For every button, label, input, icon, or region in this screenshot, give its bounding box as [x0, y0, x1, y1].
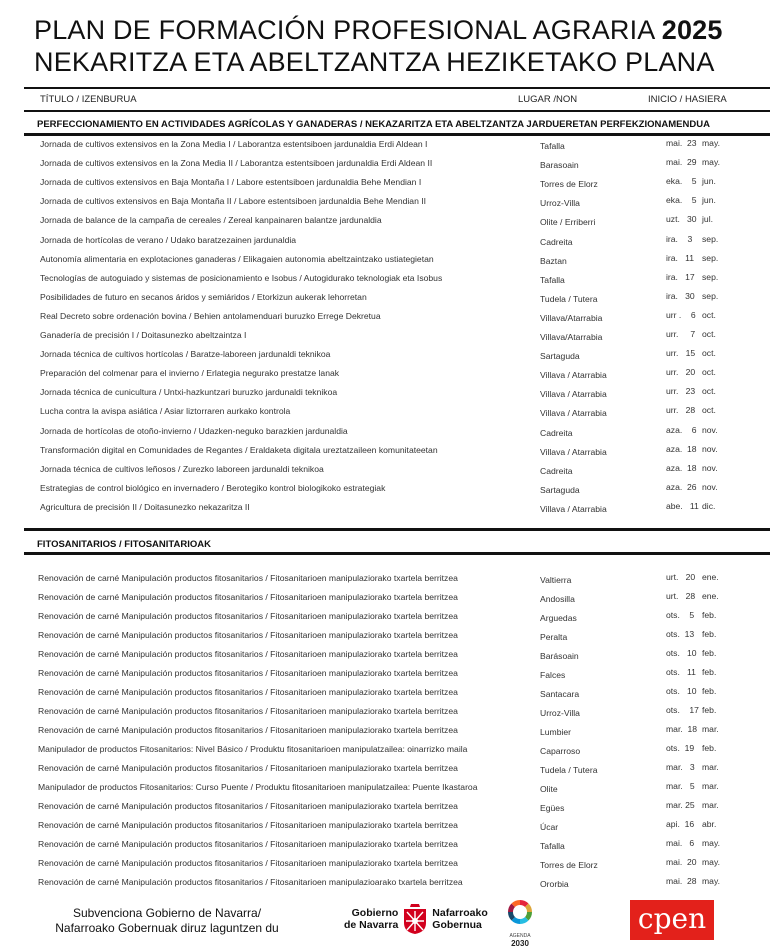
- course-title: Manipulador de productos Fitosanitarios: Nivel Básico / Produktu fitosanitarioen manipulatzailea: oinarrizko maila: [38, 744, 468, 754]
- course-day: mar. 5: [666, 781, 695, 791]
- course-title: Tecnologías de autoguiado y sistemas de posicionamiento e Isobus / Autogidurako teknologiak eta Isobus: [40, 272, 443, 283]
- agenda-2030-wheel-icon: [502, 898, 538, 928]
- course-row: [0, 798, 770, 817]
- course-place: Villava / Atarrabia: [540, 389, 607, 400]
- header-rule: [24, 87, 770, 89]
- course-row: [0, 855, 770, 874]
- course-row: [0, 289, 770, 308]
- course-title: Jornada técnica de cultivos hortícolas / Baratze-laboreen jardunaldi teknikoa: [40, 349, 331, 360]
- course-day: mar. 25: [666, 800, 695, 810]
- course-day: ots. 13: [666, 629, 695, 639]
- course-row: [0, 703, 770, 722]
- course-day: mai. 20: [666, 857, 697, 867]
- course-place: Baztan: [540, 255, 567, 266]
- course-month: sep.: [702, 233, 719, 244]
- course-place: Villava / Atarrabia: [540, 446, 607, 457]
- course-place: Sartaguda: [540, 484, 580, 495]
- course-row: [0, 817, 770, 836]
- course-month: oct.: [702, 386, 716, 397]
- course-place: Ororbia: [540, 879, 569, 889]
- course-row: [0, 741, 770, 760]
- course-month: may.: [702, 857, 720, 867]
- course-row: [0, 232, 770, 251]
- course-row: [0, 155, 770, 174]
- cpen-logo: cpen: [630, 900, 714, 940]
- course-place: Cadreita: [540, 465, 573, 476]
- course-month: may.: [702, 876, 720, 886]
- course-day: api. 16: [666, 819, 695, 829]
- title-line-1: PLAN DE FORMACIÓN PROFESIONAL AGRARIA 2025: [34, 15, 723, 45]
- course-place: Peralta: [540, 632, 568, 642]
- course-day: ira. 17: [666, 271, 695, 282]
- course-row: [0, 608, 770, 627]
- course-day: ots. 17: [666, 705, 699, 715]
- course-day: ots. 11: [666, 667, 696, 677]
- course-month: oct.: [702, 329, 716, 339]
- course-place: Olite / Erriberri: [540, 217, 596, 228]
- course-month: feb.: [702, 629, 717, 639]
- course-place: Olite: [540, 784, 558, 794]
- course-title: Renovación de carné Manipulación productos fitosanitarios / Fitosanitarioen manipulaziorako txartela berritzea: [38, 820, 458, 830]
- course-row: [0, 384, 770, 403]
- course-day: ira. 11: [666, 252, 695, 263]
- course-day: urt. 20: [666, 572, 696, 582]
- column-title: TÍTULO / IZENBURUA: [40, 94, 137, 105]
- agenda-2030-logo: AGENDA 2030: [502, 898, 538, 944]
- course-title: Renovación de carné Manipulación productos fitosanitarios / Fitosanitarioen manipulaziorako txartela berritzea: [38, 801, 458, 811]
- course-title: Renovación de carné Manipulación productos fitosanitarios / Fitosanitarioen manipulaziorako txartela berritzea: [38, 763, 458, 773]
- course-title: Renovación de carné Manipulación productos fitosanitarios / Fitosanitarioen manipulaziorako txartela berritzea: [38, 668, 458, 678]
- course-day: ots. 10: [666, 648, 697, 658]
- course-row: [0, 499, 770, 518]
- course-month: feb.: [702, 667, 717, 677]
- course-row: [0, 589, 770, 608]
- course-month: feb.: [702, 686, 717, 696]
- course-title: Lucha contra la avispa asiática / Asiar liztorraren aurkako kontrola: [40, 406, 291, 417]
- course-month: ene.: [702, 591, 719, 601]
- course-place: Tafalla: [540, 141, 565, 151]
- course-day: abe. 11: [666, 500, 699, 511]
- section-rule: [24, 552, 770, 555]
- course-place: Arguedas: [540, 613, 577, 623]
- course-month: dic.: [702, 500, 716, 511]
- course-title: Autonomía alimentaria en explotaciones ganaderas / Elikagaien autonomia abeltzaintzako ustiategietan: [40, 253, 434, 264]
- course-month: nov.: [702, 462, 718, 473]
- gobierno-navarra-logo: Gobierno de Navarra Nafarroako Gobernua: [344, 903, 488, 935]
- course-day: aza. 18: [666, 443, 697, 454]
- course-month: mar.: [702, 800, 719, 810]
- course-month: feb.: [702, 705, 717, 715]
- course-row: [0, 836, 770, 855]
- course-day: ira. 30: [666, 290, 695, 301]
- course-row: [0, 627, 770, 646]
- course-row: [0, 251, 770, 270]
- course-place: Tafalla: [540, 841, 565, 851]
- course-title: Renovación de carné Manipulación productos fitosanitarios / Fitosanitarioen manipulaziorako txartela berritzea: [38, 630, 458, 640]
- course-place: Barasoain: [540, 160, 579, 171]
- course-day: ira. 3: [666, 233, 693, 244]
- course-row: [0, 327, 770, 346]
- course-place: Egües: [540, 803, 565, 813]
- course-title: Jornada de cultivos extensivos en Baja Montaña I / Labore estentsiboen jardunaldia Behe Mendian I: [40, 177, 422, 188]
- title-line-2: NEKARITZA ETA ABELTZANTZA HEZIKETAKO PLANA: [34, 47, 715, 77]
- course-day: urr. 23: [666, 386, 696, 397]
- course-day: eka. 5: [666, 195, 697, 206]
- course-month: oct.: [702, 309, 716, 320]
- course-day: mar. 18: [666, 724, 698, 734]
- course-day: mai. 23: [666, 138, 697, 148]
- course-day: aza. 6: [666, 424, 697, 435]
- course-title: Jornada de cultivos extensivos en la Zona Media I / Laborantza estentsiboen jardunaldia Erdi Aldean I: [40, 139, 428, 149]
- course-row: [0, 403, 770, 422]
- course-row: [0, 874, 770, 893]
- course-place: Cadreita: [540, 427, 573, 438]
- course-month: sep.: [702, 252, 719, 263]
- course-row: [0, 442, 770, 461]
- course-month: may.: [702, 138, 720, 148]
- course-title: Renovación de carné Manipulación productos fitosanitarios / Fitosanitarioen manipulaziorako txartela berritzea: [38, 592, 458, 602]
- course-title: Renovación de carné Manipulación productos fitosanitarios / Fitosanitarioen manipulaziorako txartela berritzea: [38, 706, 458, 716]
- course-day: uzt. 30: [666, 214, 697, 225]
- course-month: jun.: [702, 176, 716, 187]
- course-title: Renovación de carné Manipulación productos fitosanitarios / Fitosanitarioen manipulaziorako txartela berritzea: [38, 649, 458, 659]
- course-day: urt. 28: [666, 591, 696, 601]
- course-title: Jornada de balance de la campaña de cereales / Zereal kanpainaren balantze jardunaldia: [40, 215, 382, 226]
- course-month: oct.: [702, 367, 716, 378]
- navarra-shield-icon: [402, 903, 428, 935]
- column-start: INICIO / HASIERA: [648, 94, 727, 105]
- course-month: mar.: [702, 762, 719, 772]
- course-row: [0, 684, 770, 703]
- course-place: Caparroso: [540, 746, 581, 756]
- course-place: Villava / Atarrabia: [540, 503, 607, 514]
- course-title: Preparación del colmenar para el invierno / Erlategia negurako prestatze lanak: [40, 368, 340, 379]
- course-place: Torres de Elorz: [540, 179, 598, 190]
- course-row: [0, 212, 770, 231]
- course-month: may.: [702, 157, 720, 168]
- course-place: Barásoain: [540, 651, 579, 661]
- course-day: urr. 20: [666, 367, 696, 378]
- course-title: Renovación de carné Manipulación productos fitosanitarios / Fitosanitarioen manipulaziorako txartela berritzea: [38, 687, 458, 697]
- course-place: Villava / Atarrabia: [540, 408, 607, 419]
- course-place: Santacara: [540, 689, 580, 699]
- course-place: Torres de Elorz: [540, 860, 598, 870]
- course-title: Renovación de carné Manipulación productos fitosanitarios / Fitosanitarioen manipulazioarako txartela berritzea: [38, 877, 463, 887]
- course-month: jun.: [702, 195, 716, 206]
- course-month: may.: [702, 838, 720, 848]
- course-month: sep.: [702, 271, 719, 282]
- course-month: nov.: [702, 481, 718, 492]
- course-place: Villava/Atarrabia: [540, 332, 603, 342]
- course-month: feb.: [702, 743, 717, 753]
- course-row: [0, 174, 770, 193]
- course-place: Valtierra: [540, 575, 572, 585]
- year: 2025: [661, 15, 723, 45]
- course-place: Falces: [540, 670, 566, 680]
- course-place: Villava / Atarrabia: [540, 370, 607, 381]
- course-title: Jornada de cultivos extensivos en la Zona Media II / Laborantza estentsiboen jardunaldia Erdi Aldean II: [40, 158, 433, 169]
- course-row: [0, 193, 770, 212]
- course-place: Urroz-Villa: [540, 708, 580, 718]
- course-row: [0, 480, 770, 499]
- section-end-rule: [24, 528, 770, 531]
- course-month: mar.: [702, 781, 719, 791]
- course-day: urr . 6: [666, 309, 696, 320]
- course-title: Renovación de carné Manipulación productos fitosanitarios / Fitosanitarioen manipulaziorako txartela berritzea: [38, 839, 458, 849]
- course-title: Renovación de carné Manipulación productos fitosanitarios / Fitosanitarioen manipulaziorako txartela berritzea: [38, 725, 458, 735]
- course-month: oct.: [702, 405, 716, 416]
- course-place: Villava/Atarrabia: [540, 312, 603, 323]
- columns-rule: [24, 110, 770, 112]
- course-title: Jornada técnica de cultivos leñosos / Zurezko laboreen jardunaldi teknikoa: [40, 463, 324, 474]
- course-day: mai. 6: [666, 838, 695, 848]
- section-title-perfeccionamiento: PERFECCIONAMIENTO EN ACTIVIDADES AGRÍCOLAS Y GANADERAS / NEKAZARITZA ETA ABELTZANTZA JARDUERETAN PERFEKZIONAMENDUA: [37, 119, 710, 130]
- course-title: Renovación de carné Manipulación productos fitosanitarios / Fitosanitarioen manipulaziorako txartela berritzea: [38, 611, 458, 621]
- course-day: urr. 28: [666, 405, 696, 416]
- course-place: Urroz-Villa: [540, 198, 580, 209]
- course-row: [0, 461, 770, 480]
- course-day: mar. 3: [666, 762, 695, 772]
- course-title: Ganadería de precisión I / Doitasunezko abeltzaintza I: [40, 330, 247, 340]
- course-title: Renovación de carné Manipulación productos fitosanitarios / Fitosanitarioen manipulaziorako txartela berritzea: [38, 858, 458, 868]
- course-title: Posibilidades de futuro en secanos áridos y semiáridos / Etorkizun aukerak lehorretan: [40, 291, 367, 302]
- course-place: Sartaguda: [540, 351, 580, 362]
- course-row: [0, 779, 770, 798]
- course-day: ots. 10: [666, 686, 697, 696]
- page-title: [34, 14, 754, 78]
- course-title: Jornada de hortícolas de verano / Udako baratzezainen jardunaldia: [40, 234, 297, 245]
- course-row: [0, 308, 770, 327]
- course-place: Lumbier: [540, 727, 572, 737]
- course-month: mar.: [702, 724, 719, 734]
- course-place: Úcar: [540, 822, 559, 832]
- course-month: sep.: [702, 290, 719, 301]
- course-place: Tudela / Tutera: [540, 293, 598, 304]
- course-title: Manipulador de productos Fitosanitarios: Curso Puente / Produktu fitosanitarioen manipulatzailea: Puente Ikastaroa: [38, 782, 478, 792]
- course-day: urr. 15: [666, 348, 696, 359]
- course-row: [0, 665, 770, 684]
- course-row: [0, 346, 770, 365]
- course-row: [0, 570, 770, 589]
- column-place: LUGAR /NON: [518, 94, 578, 105]
- course-day: eka. 5: [666, 176, 697, 187]
- course-day: ots. 5: [666, 610, 695, 620]
- course-month: nov.: [702, 443, 718, 454]
- course-day: mai. 28: [666, 876, 697, 886]
- course-month: feb.: [702, 610, 717, 620]
- course-title: Estrategias de control biológico en invernadero / Berotegiko kontrol biologikoko estrategiak: [40, 482, 386, 493]
- course-month: nov.: [702, 424, 718, 435]
- subsidy-note: Subvenciona Gobierno de Navarra/ Nafarroako Gobernuak diruz laguntzen du: [55, 906, 279, 935]
- course-title: Renovación de carné Manipulación productos fitosanitarios / Fitosanitarioen manipulaziorako txartela berritzea: [38, 573, 458, 583]
- course-title: Jornada de hortícolas de otoño-invierno / Udazken-neguko barazkien jardunaldia: [40, 425, 348, 436]
- course-row: [0, 646, 770, 665]
- course-place: Andosilla: [540, 594, 575, 604]
- course-row: [0, 270, 770, 289]
- course-row: [0, 136, 770, 155]
- course-row: [0, 760, 770, 779]
- course-title: Agricultura de precisión II / Doitasunezko nekazaritza II: [40, 501, 250, 512]
- course-title: Transformación digital en Comunidades de Regantes / Eraldaketa digitala ureztatzaileen komunitateetan: [40, 444, 438, 455]
- course-row: [0, 722, 770, 741]
- course-title: Real Decreto sobre ordenación bovina / Behien antolamenduari buruzko Erregе Dekretua: [40, 310, 381, 321]
- course-day: mai. 29: [666, 157, 697, 168]
- course-place: Tafalla: [540, 274, 565, 285]
- course-day: aza. 26: [666, 481, 697, 492]
- course-day: ots. 19: [666, 743, 695, 753]
- course-row: [0, 423, 770, 442]
- section-title-fitosanitarios: FITOSANITARIOS / FITOSANITARIOAK: [37, 539, 211, 550]
- course-month: feb.: [702, 648, 717, 658]
- course-day: aza. 18: [666, 462, 697, 473]
- course-place: Cadreita: [540, 236, 573, 247]
- course-month: ene.: [702, 572, 719, 582]
- course-title: Jornada de cultivos extensivos en Baja Montaña II / Labore estentsiboen jardunaldia Behe Mendian II: [40, 196, 427, 207]
- course-month: abr.: [702, 819, 717, 829]
- course-month: oct.: [702, 348, 716, 359]
- course-title: Jornada técnica de cunicultura / Untxi-hazkuntzari buruzko jardunaldi teknikoa: [40, 387, 338, 398]
- course-row: [0, 365, 770, 384]
- course-month: jul.: [702, 214, 713, 225]
- course-place: Tudela / Tutera: [540, 765, 598, 775]
- course-day: urr. 7: [666, 329, 696, 339]
